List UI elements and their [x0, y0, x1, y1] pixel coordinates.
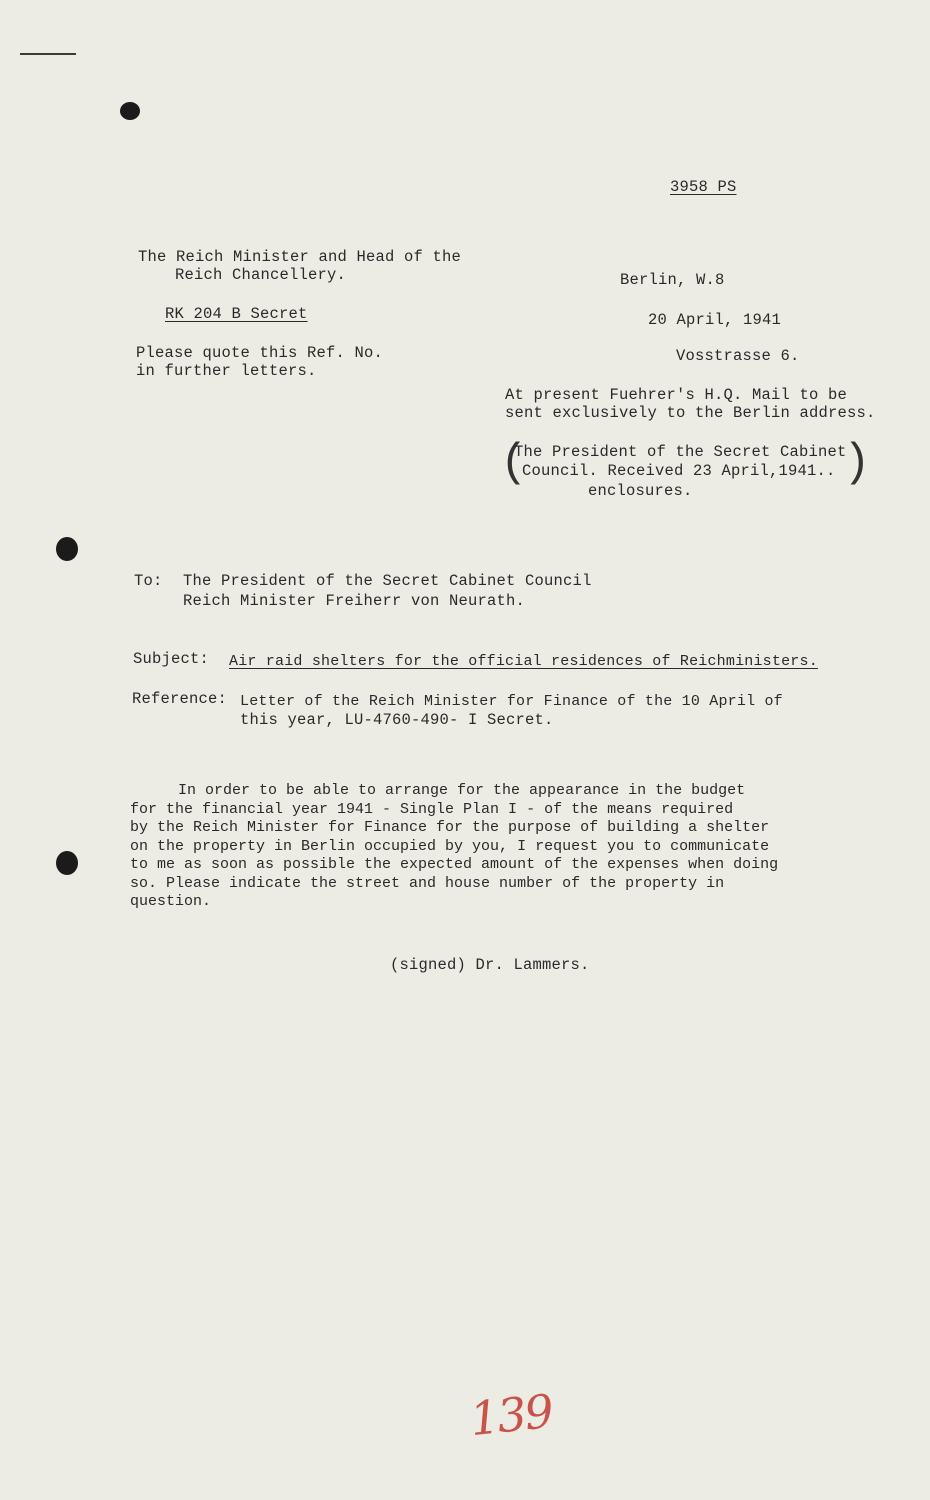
quote-note-line-1: Please quote this Ref. No.: [136, 344, 384, 362]
place: Berlin, W.8: [620, 271, 725, 289]
punch-hole-3: [56, 851, 78, 875]
reference-number: RK 204 B Secret: [165, 305, 308, 323]
stamp-line-2: Council. Received 23 April,1941..: [522, 462, 836, 480]
stamp-open-brace: (: [500, 437, 528, 489]
quote-note-line-2: in further letters.: [136, 362, 317, 380]
to-label: To:: [134, 572, 163, 590]
date: 20 April, 1941: [648, 311, 782, 329]
reference-line-1: Letter of the Reich Minister for Finance of the 10 April of: [240, 693, 783, 710]
recipient-line-2: Reich Minister Freiherr von Neurath.: [183, 592, 526, 610]
subject-text: Air raid shelters for the official residences of Reichministers.: [229, 653, 818, 670]
recipient-line-1: The President of the Secret Cabinet Council: [183, 572, 592, 590]
document-number: 3958 PS: [670, 178, 737, 196]
reference-label: Reference:: [132, 690, 228, 708]
street: Vosstrasse 6.: [676, 347, 800, 365]
sender-line-1: The Reich Minister and Head of the: [138, 248, 462, 266]
stamp-line-3: enclosures.: [588, 482, 693, 500]
reference-line-2: this year, LU-4760-490- I Secret.: [240, 711, 554, 729]
punch-hole-2: [56, 537, 78, 561]
letter-body: In order to be able to arrange for the appearance in the budget for the financial year 1941 - Single Plan I - of the means required by the Reich Minister for Finance for the purpose of building a shelter on the property in Berlin occupied by you, I request you to communicate to me as soon as possible the expected amount of the expenses when doing so. Please indicate the street and house number of the property in question.: [130, 782, 779, 910]
hq-note-line-2: sent exclusively to the Berlin address.: [505, 404, 876, 422]
subject-label: Subject:: [133, 650, 210, 668]
stamp-line-1: The President of the Secret Cabinet: [514, 443, 847, 461]
sender-line-2: Reich Chancellery.: [175, 266, 347, 284]
folio-number: 139: [467, 1383, 555, 1447]
hq-note-line-1: At present Fuehrer's H.Q. Mail to be: [505, 386, 848, 404]
stamp-close-brace: ): [843, 437, 871, 489]
corner-mark: [20, 53, 76, 55]
punch-hole-1: [120, 102, 140, 120]
signature: (signed) Dr. Lammers.: [390, 956, 590, 974]
